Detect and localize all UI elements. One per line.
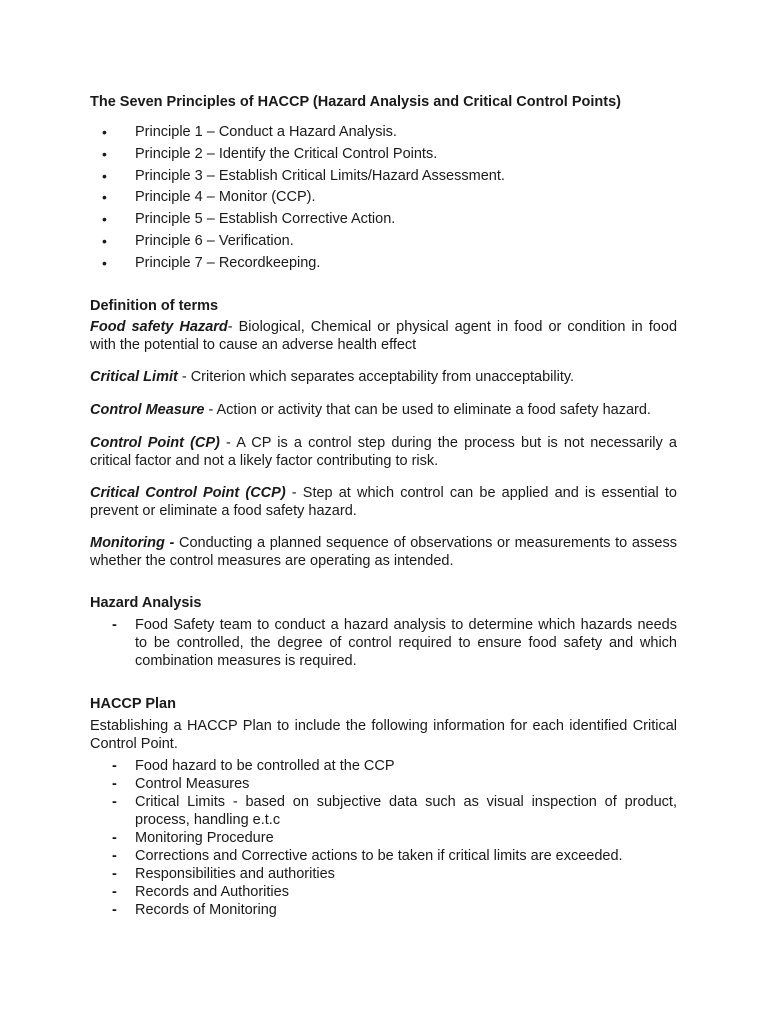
definition-text: - Action or activity that can be used to eliminate a food safety hazard.	[204, 401, 651, 418]
list-item: • Principle 4 – Monitor (CCP).	[102, 189, 316, 206]
hazard-analysis-heading: Hazard Analysis	[90, 594, 202, 611]
definition-critical-control-point	[90, 484, 677, 520]
bullet-icon: •	[102, 167, 107, 184]
dash-icon: -	[112, 901, 117, 918]
list-item: • Principle 1 – Conduct a Hazard Analysis.	[102, 124, 397, 140]
definition-term: Control Point (CP)	[90, 434, 220, 451]
definition-text: - Step at which control can be applied and is essential to prevent or eliminate a food safety hazard.	[90, 484, 677, 519]
haccp-plan-intro: Establishing a HACCP Plan to include the following information for each identified Critical Control Point.	[90, 717, 677, 752]
definition-term: Control Measure	[90, 401, 205, 418]
definition-text: - Biological, Chemical or physical agent in food or condition in food with the potential to cause an adverse health effect	[90, 318, 678, 353]
list-item: - Records of Monitoring	[112, 901, 277, 918]
definition-control-point	[90, 434, 677, 470]
dash-icon: -	[112, 865, 117, 882]
definitions-heading: Definition of terms	[90, 297, 219, 314]
list-item: • Principle 6 – Verification.	[102, 232, 294, 249]
definition-critical-limit	[90, 368, 677, 386]
definition-text: Conducting a planned sequence of observations or measurements to assess whether the control measures are operating as intended.	[90, 534, 677, 569]
list-item: • Principle 3 – Establish Critical Limits/Hazard Assessment.	[102, 167, 505, 184]
list-item: - Critical Limits - based on subjective data such as visual inspection of product, process, handling e.t.c	[112, 793, 677, 828]
bullet-icon: •	[102, 232, 107, 249]
definition-term: Critical Control Point (CCP)	[90, 484, 286, 501]
list-item: • Principle 7 – Recordkeeping.	[102, 254, 321, 271]
document-page	[90, 93, 677, 919]
bullet-icon: •	[102, 211, 107, 228]
bullet-icon: •	[102, 254, 107, 271]
list-item: - Records and Authorities	[112, 883, 289, 900]
list-item: - Responsibilities and authorities	[112, 865, 335, 882]
dash-icon: -	[112, 883, 117, 900]
list-item: - Food Safety team to conduct a hazard analysis to determine which hazards needs to be controlled, the degree of control required to ensure food safety and which combination measures is required.	[112, 616, 677, 669]
dash-icon: -	[112, 793, 117, 810]
dash-icon: -	[112, 847, 117, 864]
haccp-plan-heading: HACCP Plan	[90, 695, 176, 712]
haccp-plan-list	[90, 757, 677, 919]
definition-text: - A CP is a control step during the process but is not necessarily a critical factor and not a likely factor contributing to risk.	[90, 434, 677, 469]
dash-icon: -	[112, 757, 117, 774]
dash-icon: -	[112, 829, 117, 846]
list-item: • Principle 2 – Identify the Critical Control Points.	[102, 145, 438, 162]
bullet-icon: •	[102, 189, 107, 206]
definition-monitoring	[90, 534, 677, 570]
list-item: - Food hazard to be controlled at the CCP	[112, 757, 395, 774]
definition-text: - Criterion which separates acceptability from unacceptability.	[177, 368, 575, 385]
bullet-icon: •	[102, 124, 107, 140]
definition-term: Food safety Hazard	[90, 318, 228, 335]
definition-term: Monitoring -	[90, 534, 175, 551]
hazard-analysis-list	[90, 616, 677, 670]
dash-icon: -	[112, 616, 117, 633]
definition-term: Critical Limit	[90, 368, 178, 385]
bullet-icon: •	[102, 145, 107, 162]
document-title: The Seven Principles of HACCP (Hazard Analysis and Critical Control Points)	[90, 94, 621, 110]
list-item: • Principle 5 – Establish Corrective Action.	[102, 211, 396, 228]
definition-control-measure	[90, 401, 677, 419]
principles-list	[90, 122, 677, 275]
definition-food-safety-hazard	[90, 318, 677, 354]
dash-icon: -	[112, 775, 117, 792]
list-item: - Control Measures	[112, 775, 250, 792]
list-item: - Monitoring Procedure	[112, 829, 274, 846]
list-item: - Corrections and Corrective actions to be taken if critical limits are exceeded.	[112, 847, 623, 864]
